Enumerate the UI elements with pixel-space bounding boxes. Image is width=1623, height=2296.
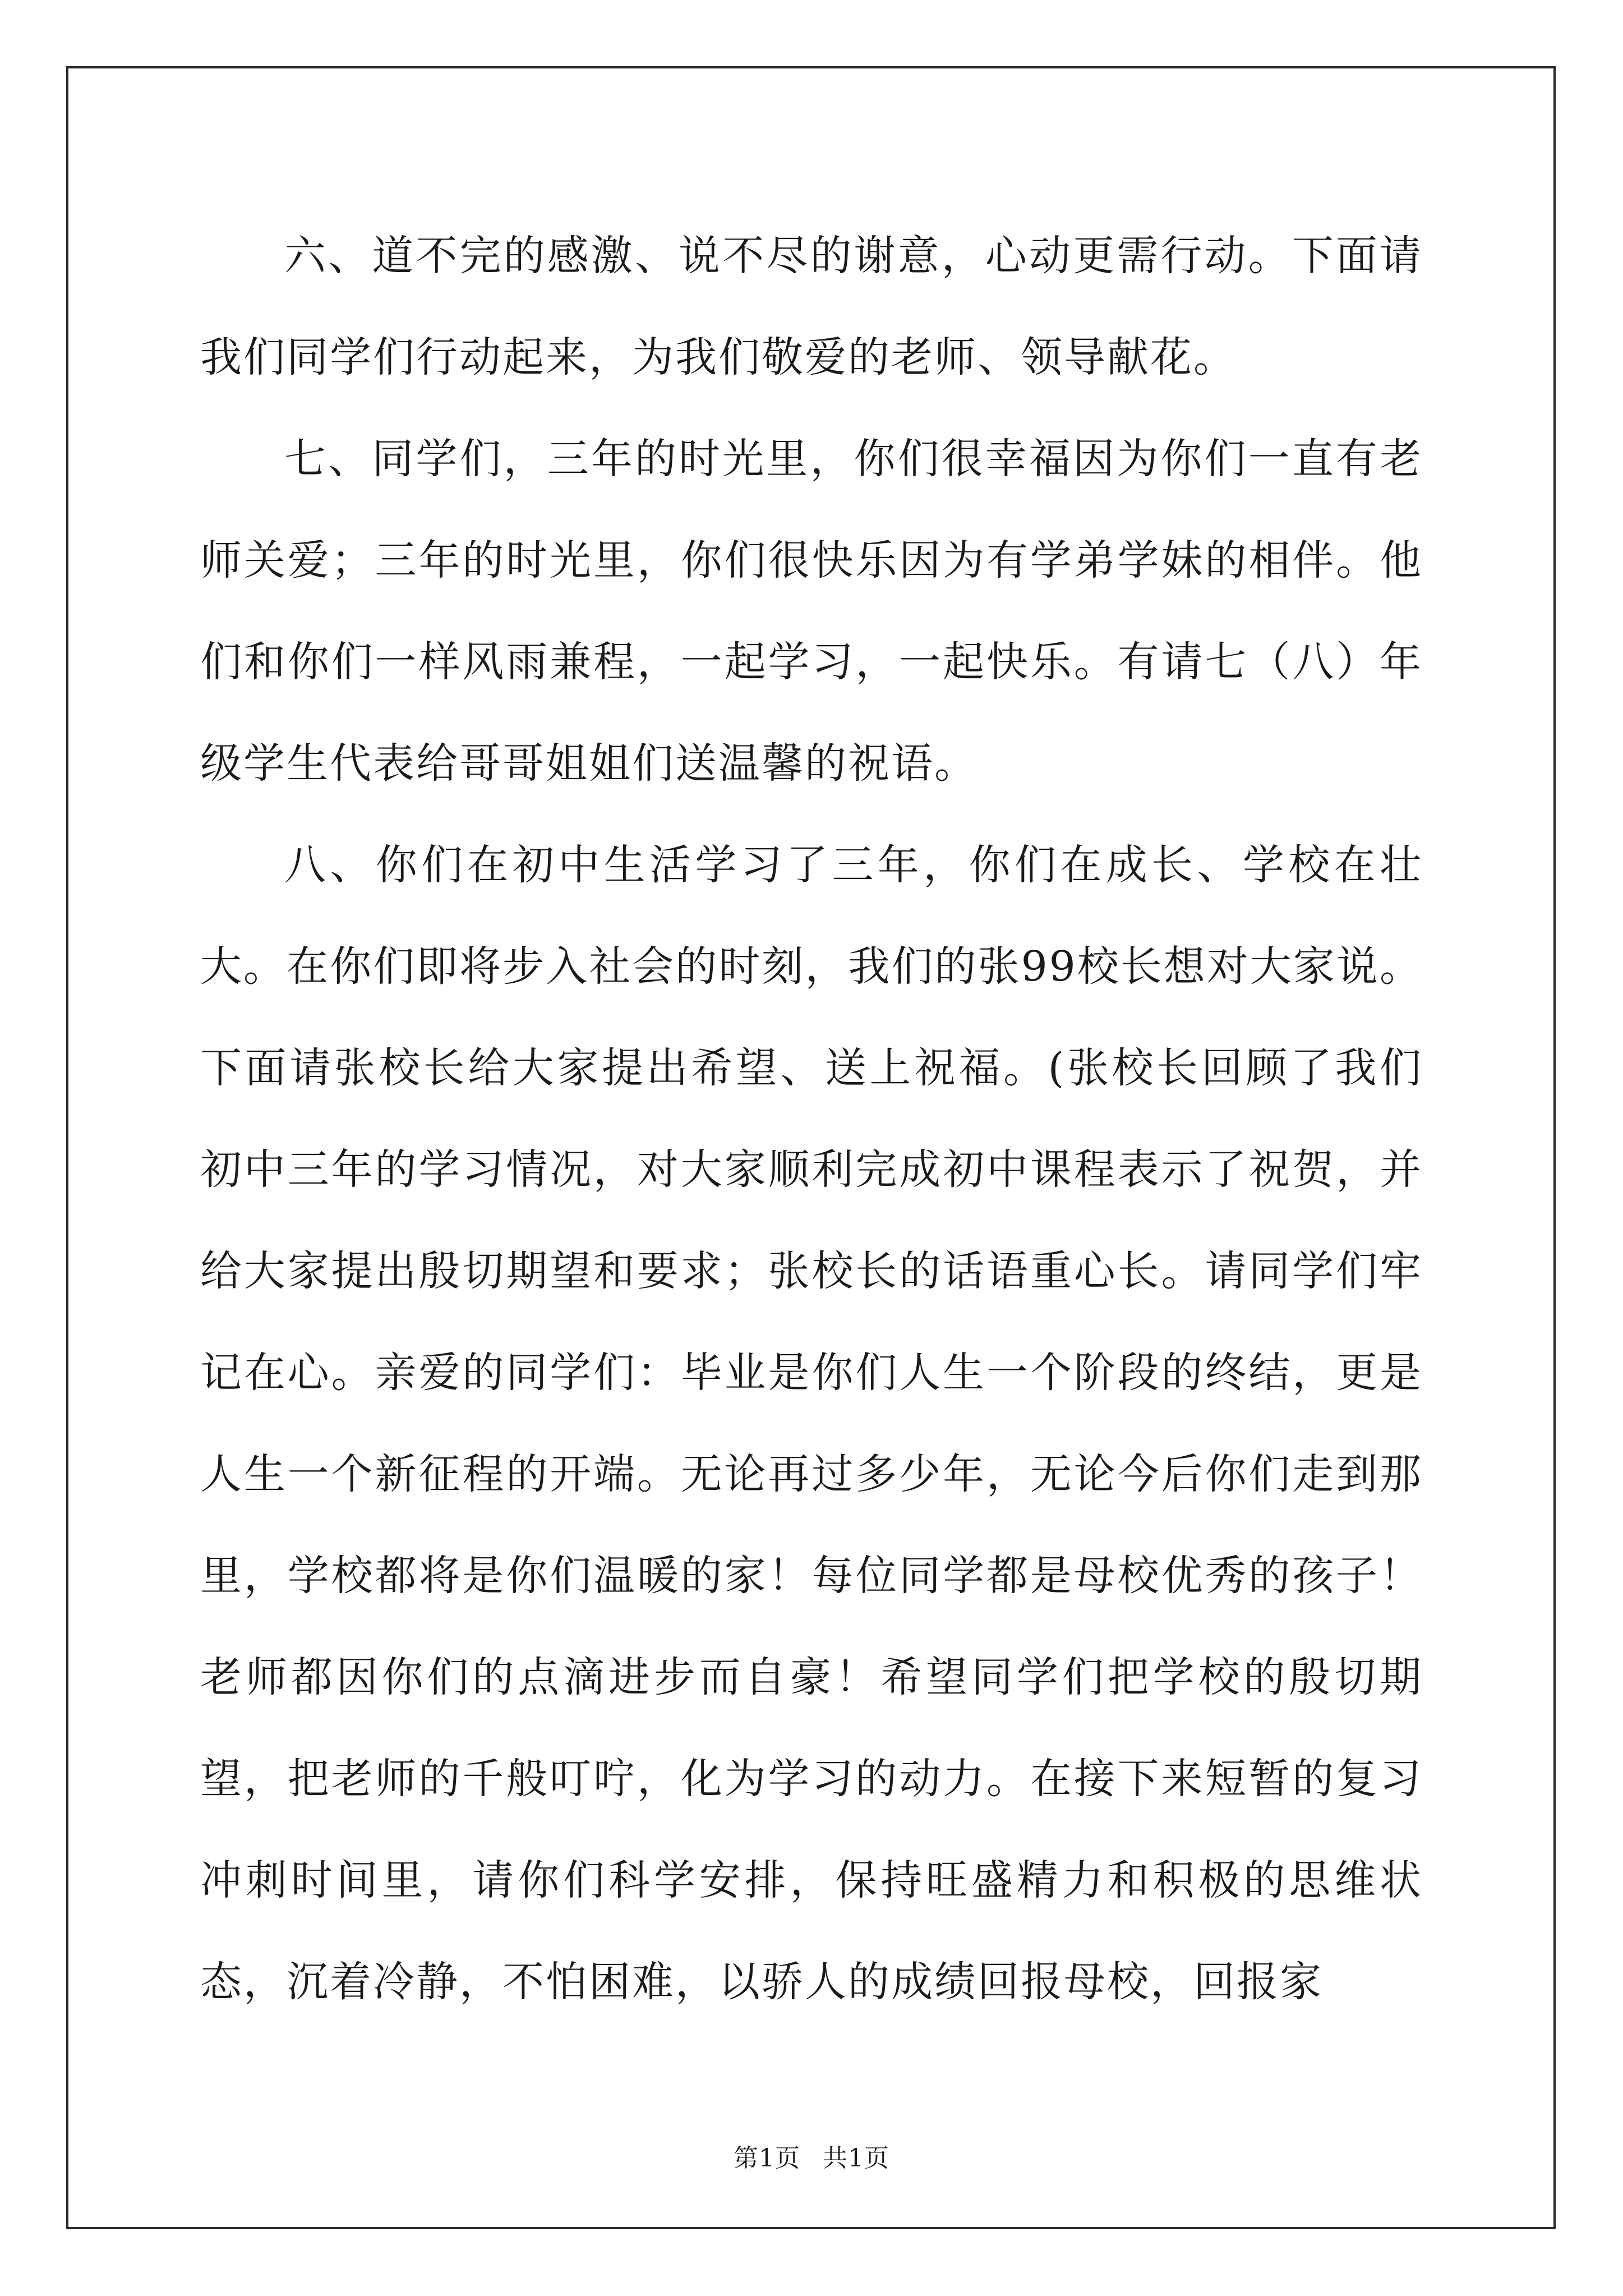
- page-footer: [0, 2142, 1623, 2175]
- paragraph-6: 六、道不完的感激、说不尽的谢意，心动更需行动。下面请我们同学们行动起来，为我们敬爱的老师、领导献花。: [200, 232, 1423, 381]
- page-number: 第1页: [734, 2144, 800, 2173]
- page-total: 共1页: [823, 2144, 889, 2173]
- paragraph-7: 七、同学们，三年的时光里，你们很幸福因为你们一直有老师关爱；三年的时光里，你们很快乐因为有学弟学妹的相伴。他们和你们一样风雨兼程，一起学习，一起快乐。有请七（八）年级学生代表给哥哥姐姐们送温馨的祝语。: [200, 435, 1423, 788]
- document-body: [200, 205, 1423, 2033]
- paragraph-8: 八、你们在初中生活学习了三年，你们在成长、学校在壮大。在你们即将步入社会的时刻，我们的张99校长想对大家说。下面请张校长给大家提出希望、送上祝福。(张校长回顾了我们初中三年的学习情况，对大家顺利完成初中课程表示了祝贺，并给大家提出殷切期望和要求；张校长的话语重心长。请同学们牢记在心。亲爱的同学们：毕业是你们人生一个阶段的终结，更是人生一个新征程的开端。无论再过多少年，无论今后你们走到那里，学校都将是你们温暖的家！每位同学都是母校优秀的孩子！老师都因你们的点滴进步而自豪！希望同学们把学校的殷切期望，把老师的千般叮咛，化为学习的动力。在接下来短暂的复习冲刺时间里，请你们科学安排，保持旺盛精力和积极的思维状态，沉着冷静，不怕困难，以骄人的成绩回报母校，回报家: [200, 841, 1423, 2006]
